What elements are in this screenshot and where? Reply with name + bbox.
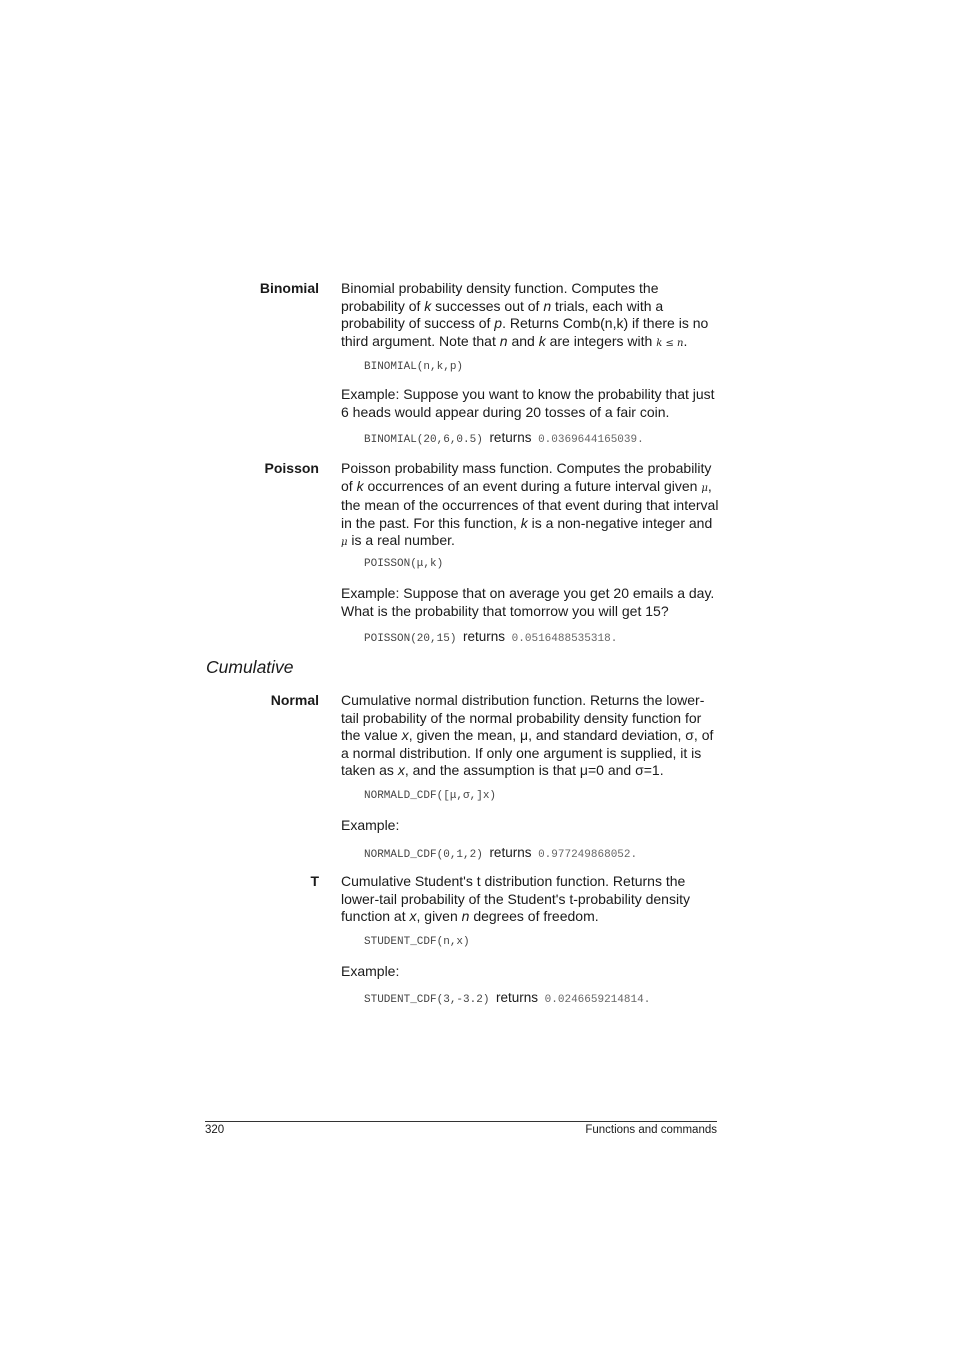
binomial-example-code: BINOMIAL(20,6,0.5) returns 0.0369644165039.	[364, 430, 644, 446]
footer-section-title: Functions and commands	[585, 1124, 717, 1136]
term-binomial: Binomial	[259, 280, 319, 296]
section-heading: Cumulative	[206, 657, 294, 677]
binomial-example-text: Example: Suppose you want to know the probability that just 6 heads would appear during 20 tosses of a fair coin.	[341, 386, 715, 420]
t-syntax: STUDENT_CDF(n,x)	[364, 936, 470, 948]
poisson-description: Poisson probability mass function. Computes the probability of k occurrences of an event during a future interval given μ, the mean of the occurrences of that event during that interval in the past. For this function, k is a non-negative integer and μ is a real number.	[341, 460, 719, 549]
t-example-text: Example:	[341, 963, 400, 979]
term-t: T	[310, 873, 319, 889]
page-number: 320	[205, 1124, 225, 1136]
term-poisson: Poisson	[264, 460, 319, 476]
binomial-description: Binomial probability density function. Computes the probability of k successes out of n trials, each with a probability of success of p. Returns Comb(n,k) if there is no third argument. Note that n and k are integers with k ≤ n.	[341, 280, 709, 349]
t-example-code: STUDENT_CDF(3,-3.2) returns 0.0246659214814.	[364, 990, 651, 1006]
footer-rule	[205, 1121, 717, 1122]
poisson-syntax: POISSON(μ,k)	[364, 558, 444, 570]
normal-example-text: Example:	[341, 817, 400, 833]
normal-syntax: NORMALD_CDF([μ,σ,]x)	[364, 790, 497, 802]
normal-example-code: NORMALD_CDF(0,1,2) returns 0.977249868052.	[364, 845, 638, 861]
t-description: Cumulative Student's t distribution function. Returns the lower-tail probability of the Student's t-probability density function at x, given n degrees of freedom.	[341, 873, 690, 925]
normal-description: Cumulative normal distribution function. Returns the lower-tail probability of the normal probability density function for the value x, given the mean, μ, and standard deviation, σ, of a normal distribution. If only one argument is supplied, it is taken as x, and the assumption is that μ=0 and σ=1.	[341, 692, 714, 779]
poisson-example-text: Example: Suppose that on average you get 20 emails a day. What is the probability that tomorrow you will get 15?	[341, 585, 715, 619]
term-normal: Normal	[270, 692, 319, 708]
binomial-syntax: BINOMIAL(n,k,p)	[364, 361, 464, 373]
poisson-example-code: POISSON(20,15) returns 0.0516488535318.	[364, 629, 618, 645]
